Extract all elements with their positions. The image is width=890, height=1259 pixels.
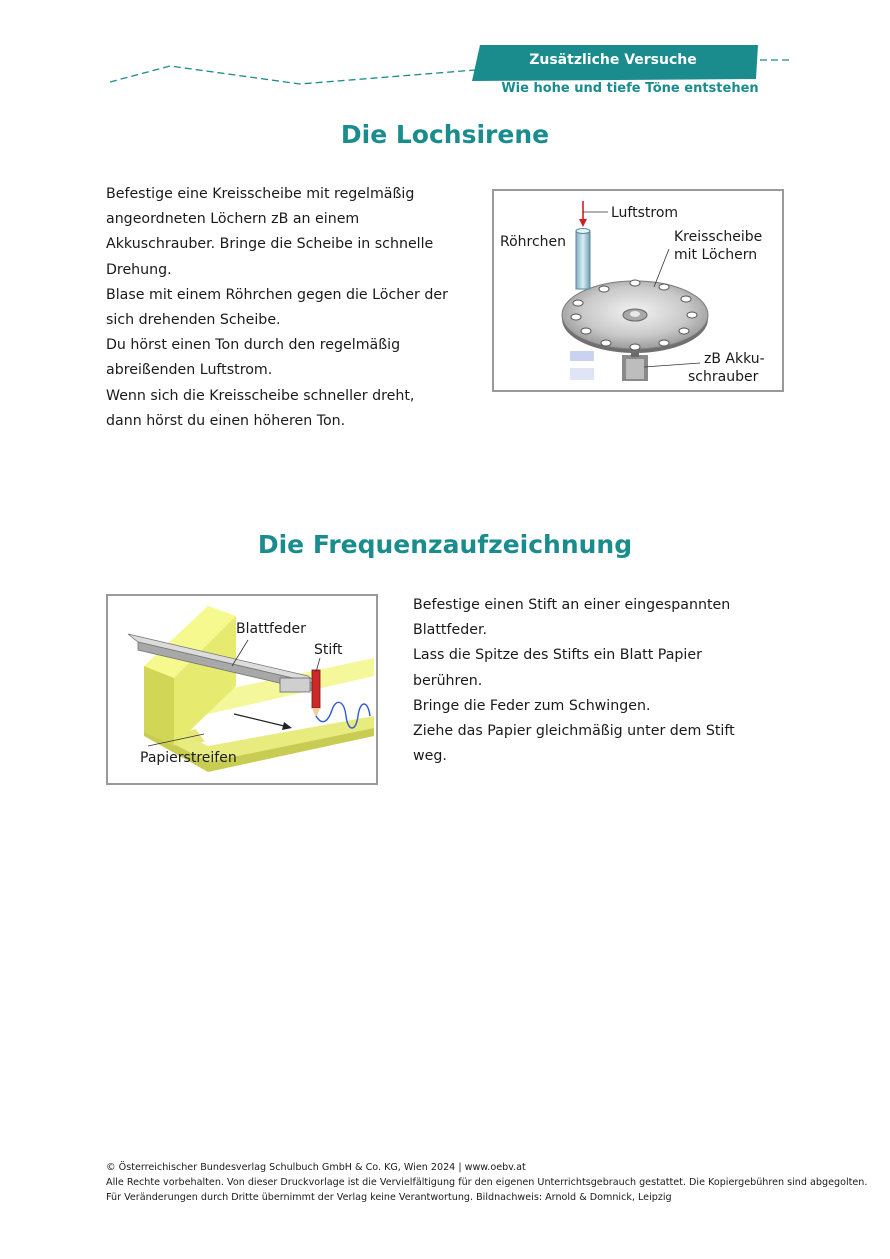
text-line: Lass die Spitze des Stifts ein Blatt Papier (413, 647, 702, 664)
text-line: weg. (413, 748, 447, 765)
label-papierstreifen: Papierstreifen (140, 750, 237, 766)
label-kreisscheibe-2: mit Löchern (674, 247, 758, 263)
text-line: Akkuschrauber. Bringe die Scheibe in schnelle (106, 236, 434, 253)
text-line: Befestige einen Stift an einer eingespannten (413, 597, 731, 613)
siren-figure (492, 189, 784, 392)
section1-text (106, 182, 476, 434)
footer-copyright: © Österreichischer Bundesverlag Schulbuch GmbH & Co. KG, Wien 2024 | www.oebv.at (106, 1162, 526, 1173)
text-line: Drehung. (106, 261, 172, 278)
text-line: Befestige eine Kreisscheibe mit regelmäßig (106, 186, 415, 202)
label-roehrchen: Röhrchen (500, 234, 567, 250)
header-tab-title: Zusätzliche Versuche (529, 52, 697, 68)
text-line: Du hörst einen Ton durch den regelmäßig (106, 337, 401, 354)
footer-rights: Alle Rechte vorbehalten. Von dieser Druckvorlage ist die Vervielfältigung für den eigenen Unterrichtsgebrauch gestattet. Die Kopiergebühren sind abgegolten. (106, 1177, 868, 1188)
text-line: Bringe die Feder zum Schwingen. (413, 697, 651, 714)
text-line: Wenn sich die Kreisscheibe schneller dreht, (106, 387, 415, 404)
text-line: abreißenden Luftstrom. (106, 362, 273, 379)
text-line: sich drehenden Scheibe. (106, 312, 281, 329)
label-akku-1: zB Akku- (704, 351, 765, 367)
text-line: Blattfeder. (413, 622, 487, 639)
label-stift: Stift (314, 642, 343, 658)
footer (106, 1160, 868, 1205)
text-line: Blase mit einem Röhrchen gegen die Löcher der (106, 286, 448, 303)
frequency-figure (106, 594, 378, 785)
text-line: angeordneten Löchern zB an einem (106, 211, 360, 228)
label-kreisscheibe-1: Kreisscheibe (674, 229, 763, 245)
footer-credits: Für Veränderungen durch Dritte übernimmt der Verlag keine Verantwortung. Bildnachweis: Arnold & Domnick, Leipzig (106, 1192, 672, 1203)
section1-title: Die Lochsirene (340, 120, 550, 149)
label-akku-2: schrauber (688, 369, 759, 385)
text-line: Ziehe das Papier gleichmäßig unter dem Stift (413, 723, 735, 740)
header-subtitle: Wie hohe und tiefe Töne entstehen (501, 81, 759, 96)
section2-text (413, 593, 793, 769)
section2-title: Die Frequenzaufzeichnung (257, 530, 633, 559)
text-line: dann hörst du einen höheren Ton. (106, 412, 346, 429)
label-luftstrom: Luftstrom (611, 205, 679, 221)
text-line: berühren. (413, 672, 483, 689)
label-blattfeder: Blattfeder (236, 621, 306, 637)
